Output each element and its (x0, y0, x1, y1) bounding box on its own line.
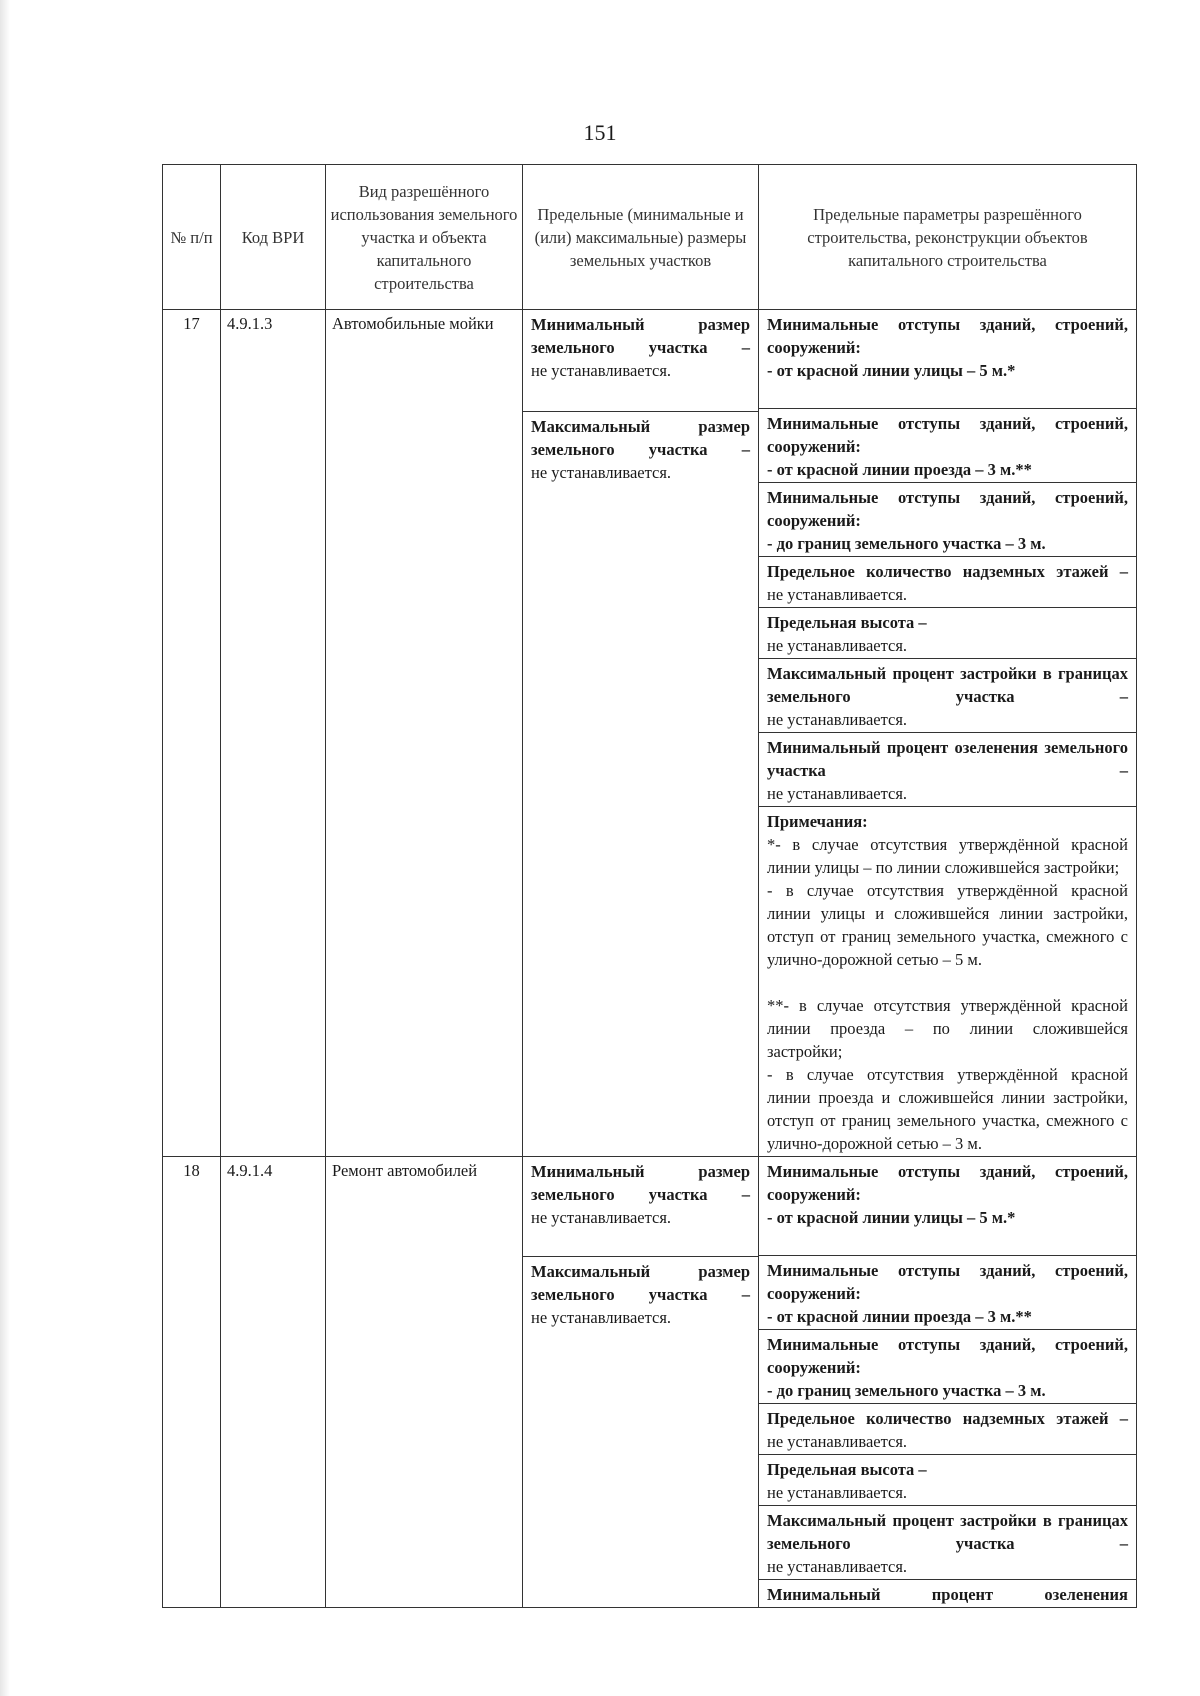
param-value: не устанавливается. (767, 1432, 908, 1451)
row-use-name: Автомобильные мойки (326, 310, 523, 1157)
param-title: Предельная высота – (767, 1460, 927, 1479)
param-value: не устанавливается. (767, 1483, 908, 1502)
param-title: Минимальные отступы зданий, строений, сооружений: (767, 488, 1128, 530)
row-code: 4.9.1.3 (221, 310, 326, 1157)
param-setback-boundary (759, 1330, 1136, 1404)
min-size-block (523, 1157, 758, 1257)
max-size-block (523, 1257, 758, 1331)
param-floors (759, 1404, 1136, 1455)
param-min-greenery (759, 733, 1136, 807)
param-title: Максимальный процент застройки в границах земельного участка – (767, 1511, 1128, 1553)
param-setback-passage (759, 1256, 1136, 1330)
table-row (163, 1157, 1137, 1608)
param-floors (759, 557, 1136, 608)
param-value: - от красной линии улицы – 5 м.* (767, 1208, 1016, 1227)
min-size-title: Минимальный размер земельного участка – (531, 1162, 750, 1204)
max-size-value: не устанавливается. (531, 463, 672, 482)
param-title: Предельное количество надземных этажей – (767, 1409, 1128, 1428)
plot-sizes-cell (523, 310, 759, 1157)
param-height (759, 1455, 1136, 1506)
param-title: Минимальные отступы зданий, строений, сооружений: (767, 1335, 1128, 1377)
header-plot-sizes: Предельные (минимальные и (или) максимальные) размеры земельных участков (523, 165, 759, 310)
param-value: - от красной линии улицы – 5 м.* (767, 361, 1016, 380)
plot-sizes-cell (523, 1157, 759, 1608)
note-paragraph: - в случае отсутствия утверждённой красной линии улицы и сложившейся линии застройки, отступ от границ земельного участка, смежного с улично-дорожной сетью – 5 м. (767, 881, 1128, 969)
param-value: - до границ земельного участка – 3 м. (767, 534, 1046, 553)
param-value: не устанавливается. (767, 636, 908, 655)
param-title: Минимальные отступы зданий, строений, сооружений: (767, 414, 1128, 456)
table-row (163, 310, 1137, 1157)
page-number: 151 (583, 120, 617, 145)
param-title: Минимальные отступы зданий, строений, сооружений: (767, 315, 1128, 357)
param-max-coverage (759, 1506, 1136, 1580)
row-num: 18 (163, 1157, 221, 1608)
min-size-title: Минимальный размер земельного участка – (531, 315, 750, 357)
row-use-name: Ремонт автомобилей (326, 1157, 523, 1608)
param-min-greenery (759, 1580, 1136, 1607)
table-header-row (163, 165, 1137, 310)
param-setback-street (759, 1157, 1136, 1256)
param-title: Предельное количество надземных этажей – (767, 562, 1128, 581)
param-height (759, 608, 1136, 659)
note-paragraph: *- в случае отсутствия утверждённой красной линии улицы – по линии сложившейся застройки; (767, 835, 1128, 877)
param-value: - от красной линии проезда – 3 м.** (767, 1307, 1032, 1326)
param-setback-passage (759, 409, 1136, 483)
parameters-cell (759, 310, 1137, 1157)
scan-edge (0, 0, 10, 1696)
param-title: Минимальные отступы зданий, строений, сооружений: (767, 1162, 1128, 1204)
param-value: - от красной линии проезда – 3 м.** (767, 460, 1032, 479)
max-size-value: не устанавливается. (531, 1308, 672, 1327)
max-size-title: Максимальный размер земельного участка – (531, 417, 750, 459)
header-num: № п/п (163, 165, 221, 310)
row-num: 17 (163, 310, 221, 1157)
row-code: 4.9.1.4 (221, 1157, 326, 1608)
param-setback-street (759, 310, 1136, 409)
param-title: Минимальный процент озеленения земельного участка – (767, 738, 1128, 780)
param-value: не устанавливается. (767, 710, 908, 729)
param-title: Минимальный процент озеленения (767, 1585, 1128, 1604)
min-size-block (523, 310, 758, 412)
header-parameters: Предельные параметры разрешённого строительства, реконструкции объектов капитального строительства (759, 165, 1137, 310)
param-max-coverage (759, 659, 1136, 733)
param-title: Максимальный процент застройки в границах земельного участка – (767, 664, 1128, 706)
max-size-title: Максимальный размер земельного участка – (531, 1262, 750, 1304)
param-value: не устанавливается. (767, 784, 908, 803)
notes-gap (767, 971, 1128, 994)
header-code: Код ВРИ (221, 165, 326, 310)
param-value: не устанавливается. (767, 585, 908, 604)
param-title: Минимальные отступы зданий, строений, сооружений: (767, 1261, 1128, 1303)
max-size-block (523, 412, 758, 486)
notes-title: Примечания: (767, 812, 868, 831)
min-size-value: не устанавливается. (531, 361, 672, 380)
header-use-type: Вид разрешённого использования земельного участка и объекта капитального строительства (326, 165, 523, 310)
parameters-cell (759, 1157, 1137, 1608)
param-title: Предельная высота – (767, 613, 927, 632)
note-paragraph: **- в случае отсутствия утверждённой красной линии проезда – по линии сложившейся застройки; (767, 996, 1128, 1061)
param-value: - до границ земельного участка – 3 м. (767, 1381, 1046, 1400)
notes-block (759, 807, 1136, 1156)
zoning-table (162, 164, 1137, 1608)
note-paragraph: - в случае отсутствия утверждённой красной линии проезда и сложившейся линии застройки, отступ от границ земельного участка, смежного с улично-дорожной сетью – 3 м. (767, 1065, 1128, 1153)
param-value: не устанавливается. (767, 1557, 908, 1576)
param-setback-boundary (759, 483, 1136, 557)
min-size-value: не устанавливается. (531, 1208, 672, 1227)
